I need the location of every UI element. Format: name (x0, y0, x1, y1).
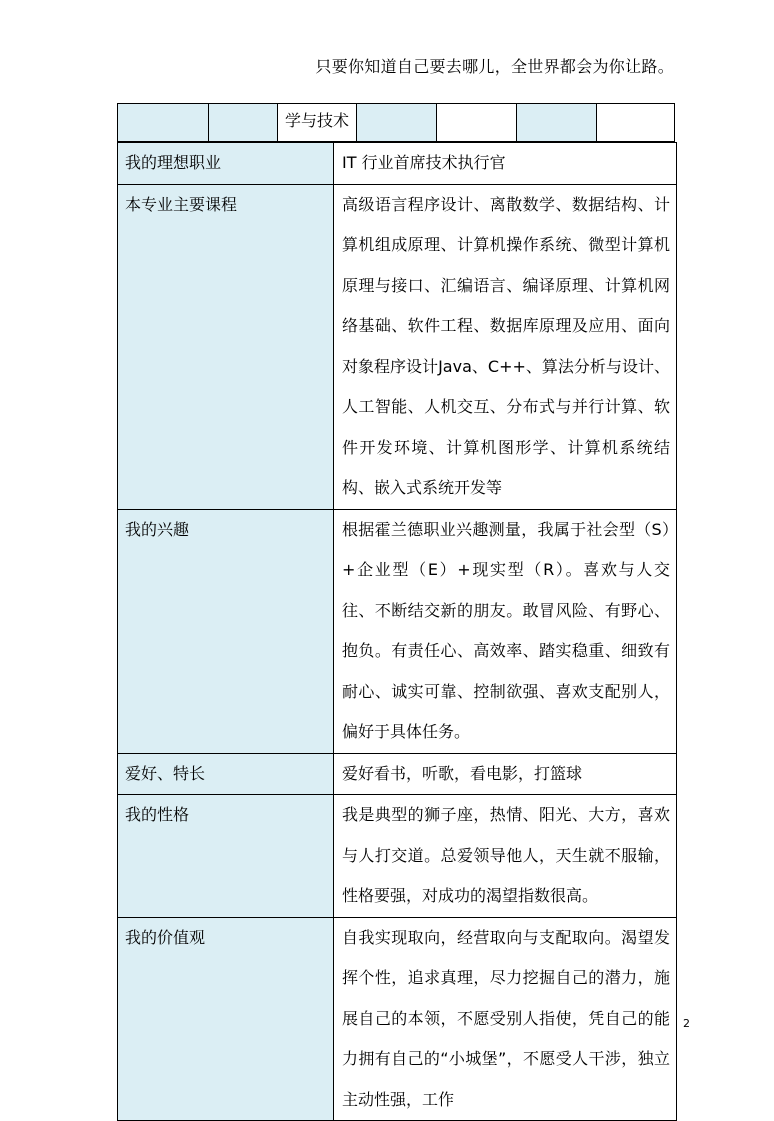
top-row-cell (208, 103, 278, 142)
career-profile-table (117, 142, 677, 1121)
table-row (118, 753, 677, 795)
row-label-personality: 我的性格 (118, 795, 334, 918)
page-header-motto: 只要你知道自己要去哪儿，全世界都会为你让路。 (315, 57, 674, 76)
table-row (118, 917, 677, 1121)
top-row-cell (356, 103, 437, 142)
top-row-cell (596, 103, 675, 142)
table-row (118, 143, 677, 185)
table-top-row (117, 103, 675, 143)
table-row (118, 509, 677, 753)
row-label-ideal-career: 我的理想职业 (118, 143, 334, 185)
row-content-values: 自我实现取向，经营取向与支配取向。渴望发挥个性，追求真理，尽力挖掘自己的潜力，施展自己的本领，不愿受别人指使，凭自己的能力拥有自己的“小城堡”，不愿受人干涉，独立主动性强，工作 (334, 917, 677, 1121)
row-content-interests: 根据霍兰德职业兴趣测量，我属于社会型（S）+企业型（E）+现实型（R）。喜欢与人交往、不断结交新的朋友。敢冒风险、有野心、抱负。有责任心、高效率、踏实稳重、细致有耐心、诚实可靠、控制欲强、喜欢支配别人，偏好于具体任务。 (334, 509, 677, 753)
row-label-major-courses: 本专业主要课程 (118, 184, 334, 509)
row-label-hobbies: 爱好、特长 (118, 753, 334, 795)
top-row-cell (516, 103, 597, 142)
row-content-hobbies: 爱好看书，听歌，看电影，打篮球 (334, 753, 677, 795)
row-label-values: 我的价值观 (118, 917, 334, 1121)
page-number: 2 (683, 1017, 690, 1030)
top-row-cell (117, 103, 209, 142)
top-row-cell-text: 学与技术 (277, 103, 357, 142)
row-content-personality: 我是典型的狮子座，热情、阳光、大方，喜欢与人打交道。总爱领导他人，天生就不服输，性格要强，对成功的渴望指数很高。 (334, 795, 677, 918)
row-content-ideal-career: IT 行业首席技术执行官 (334, 143, 677, 185)
table-row (118, 184, 677, 509)
top-row-cell (436, 103, 517, 142)
row-label-interests: 我的兴趣 (118, 509, 334, 753)
table-row (118, 795, 677, 918)
row-content-major-courses: 高级语言程序设计、离散数学、数据结构、计算机组成原理、计算机操作系统、微型计算机原理与接口、汇编语言、编译原理、计算机网络基础、软件工程、数据库原理及应用、面向对象程序设计Java、C++、算法分析与设计、人工智能、人机交互、分布式与并行计算、软件开发环境、计算机图形学、计算机系统结构、嵌入式系统开发等 (334, 184, 677, 509)
